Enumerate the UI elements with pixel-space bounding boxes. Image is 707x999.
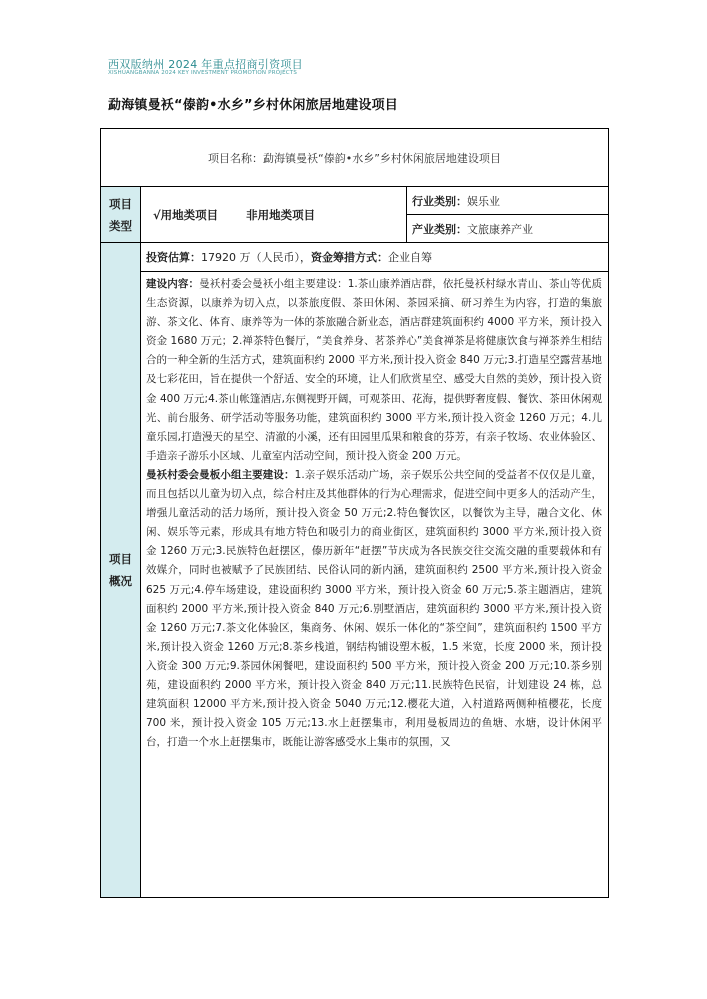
invest-label: 投资估算： bbox=[146, 251, 201, 264]
series-subtitle: XISHUANGBANNA 2024 KEY INVESTMENT PROMOTION PROJECTS bbox=[108, 70, 298, 76]
project-table bbox=[100, 128, 609, 898]
type-label-line2: 类型 bbox=[109, 218, 132, 233]
invest-value: 17920 万（人民币）， bbox=[201, 251, 311, 264]
section1-text: 曼袄村委会曼袄小组主要建设：1.茶山康养酒店群，依托曼袄村绿水青山、茶山等优质生态资源，以康养为切入点，以茶旅度假、茶田休闲、茶园采摘、研习养生为内容，打造的集旅游、茶文化、体育、康养等为一体的茶旅融合新业态，酒店群建筑面积约 4000 平方米，预计投入资金 1680 万元；2.禅茶特色餐厅，“美食养身、茗茶养心”美食禅茶是将健康饮食与禅茶养生相结合的一种全新的生活方式，建筑面积约 2000 平方米,预计投入资金 840 万元;3.打造星空露营基地及七彩花田，旨在提供一个舒适、安全的环境，让人们欣赏星空、感受大自然的美妙，预计投入资金 400 万元;4.茶山帐篷酒店,东侧视野开阔，可观茶田、花海，提供野奢度假、餐饮、茶田休闲观光、前台服务、研学活动等服务功能，建筑面积约 3000 平方米,预计投入资金 1260 万元；4.儿童乐园,打造漫天的星空、清澈的小溪，还有田园里瓜果和粮食的芬芳，有亲子牧场、农业体验区、手造亲子游乐小区域、儿童室内活动空间，预计投入资金 200 万元。 bbox=[146, 278, 602, 462]
type-label-line1: 项目 bbox=[109, 196, 132, 211]
land-use-cell bbox=[141, 187, 407, 243]
section-manban bbox=[146, 466, 602, 752]
project-name-label: 项目名称： bbox=[208, 151, 264, 165]
industry-value: 娱乐业 bbox=[467, 194, 500, 208]
funding-value: 企业自筹 bbox=[388, 251, 432, 264]
investment-row bbox=[141, 243, 608, 272]
section1-label: 建设内容： bbox=[146, 278, 200, 290]
project-name-value: 勐海镇曼袄“傣韵•水乡”乡村休闲旅居地建设项目 bbox=[263, 151, 501, 165]
page-title: 勐海镇曼袄“傣韵•水乡”乡村休闲旅居地建设项目 bbox=[108, 98, 398, 113]
section2-text: 1.亲子娱乐活动广场，亲子娱乐公共空间的受益者不仅仅是儿童，而且包括以儿童为切入点，综合村庄及其他群体的行为心理需求，促进空间中更多人的活动产生，增强儿童活动的活力场所，预计投入资金 50 万元;2.特色餐饮区，以餐饮为主导，融合文化、休闲、娱乐等元素，形成具有地方特色和吸引力的商业街区，建筑面积约 3000 平方米,预计投入资金 1260 万元;3.民族特色赶摆区，傣历新年“赶摆”节庆成为各民族交往交流交融的重要载体和有效媒介，同时也被赋予了民族团结、民俗认同的新内涵，建筑面积约 2500 平方米,预计投入资金 625 万元;4.停车场建设，建设面积约 3000 平方米，预计投入资金 60 万元;5.茶主题酒店，建筑面积约 2000 平方米,预计投入资金 840 万元;6.别墅酒店，建筑面积约 3000 平方米,预计投入资金 1260 万元;7.茶文化体验区，集商务、休闲、娱乐一体化的“茶空间”，建筑面积约 1500 平方米,预计投入资金 1260 万元;8.茶乡栈道，钢结构铺设塑木板，1.5 米宽，长度 2000 米，预计投入资金 300 万元;9.茶园休闲餐吧，建设面积约 500 平方米，预计投入资金 200 万元;10.茶乡别苑，建设面积约 2000 平方米，预计投入资金 840 万元;11.民族特色民宿，计划建设 24 栋，总建筑面积 12000 平方米,预计投入资金 5040 万元;12.樱花大道，入村道路两侧种植樱花，长度 700 米，预计投入资金 105 万元;13.水上赶摆集市，利用曼板周边的鱼塘、水塘，设计休闲平台，打造一个水上赶摆集市，既能让游客感受水上集市的氛围，又 bbox=[146, 468, 602, 749]
project-type-label bbox=[101, 187, 141, 243]
industry-label: 行业类别： bbox=[412, 194, 467, 208]
land-use-option: √用地类项目 bbox=[153, 207, 219, 222]
overview-label bbox=[101, 243, 141, 897]
series-title: 西双版纳州 2024 年重点招商引资项目 bbox=[108, 58, 303, 71]
project-name-row bbox=[101, 129, 608, 187]
overview-label-line2: 概况 bbox=[109, 574, 132, 588]
funding-label: 资金筹措方式： bbox=[311, 251, 388, 264]
sector-cell bbox=[407, 215, 608, 243]
sector-label: 产业类别： bbox=[412, 222, 467, 236]
section2-label: 曼袄村委会曼板小组主要建设： bbox=[146, 468, 295, 481]
non-land-use-option: 非用地类项目 bbox=[246, 207, 316, 222]
section-manao bbox=[146, 275, 602, 466]
industry-cell bbox=[407, 187, 608, 215]
sector-value: 文旅康养产业 bbox=[467, 222, 533, 236]
overview-content bbox=[141, 272, 608, 897]
overview-label-line1: 项目 bbox=[109, 552, 132, 566]
